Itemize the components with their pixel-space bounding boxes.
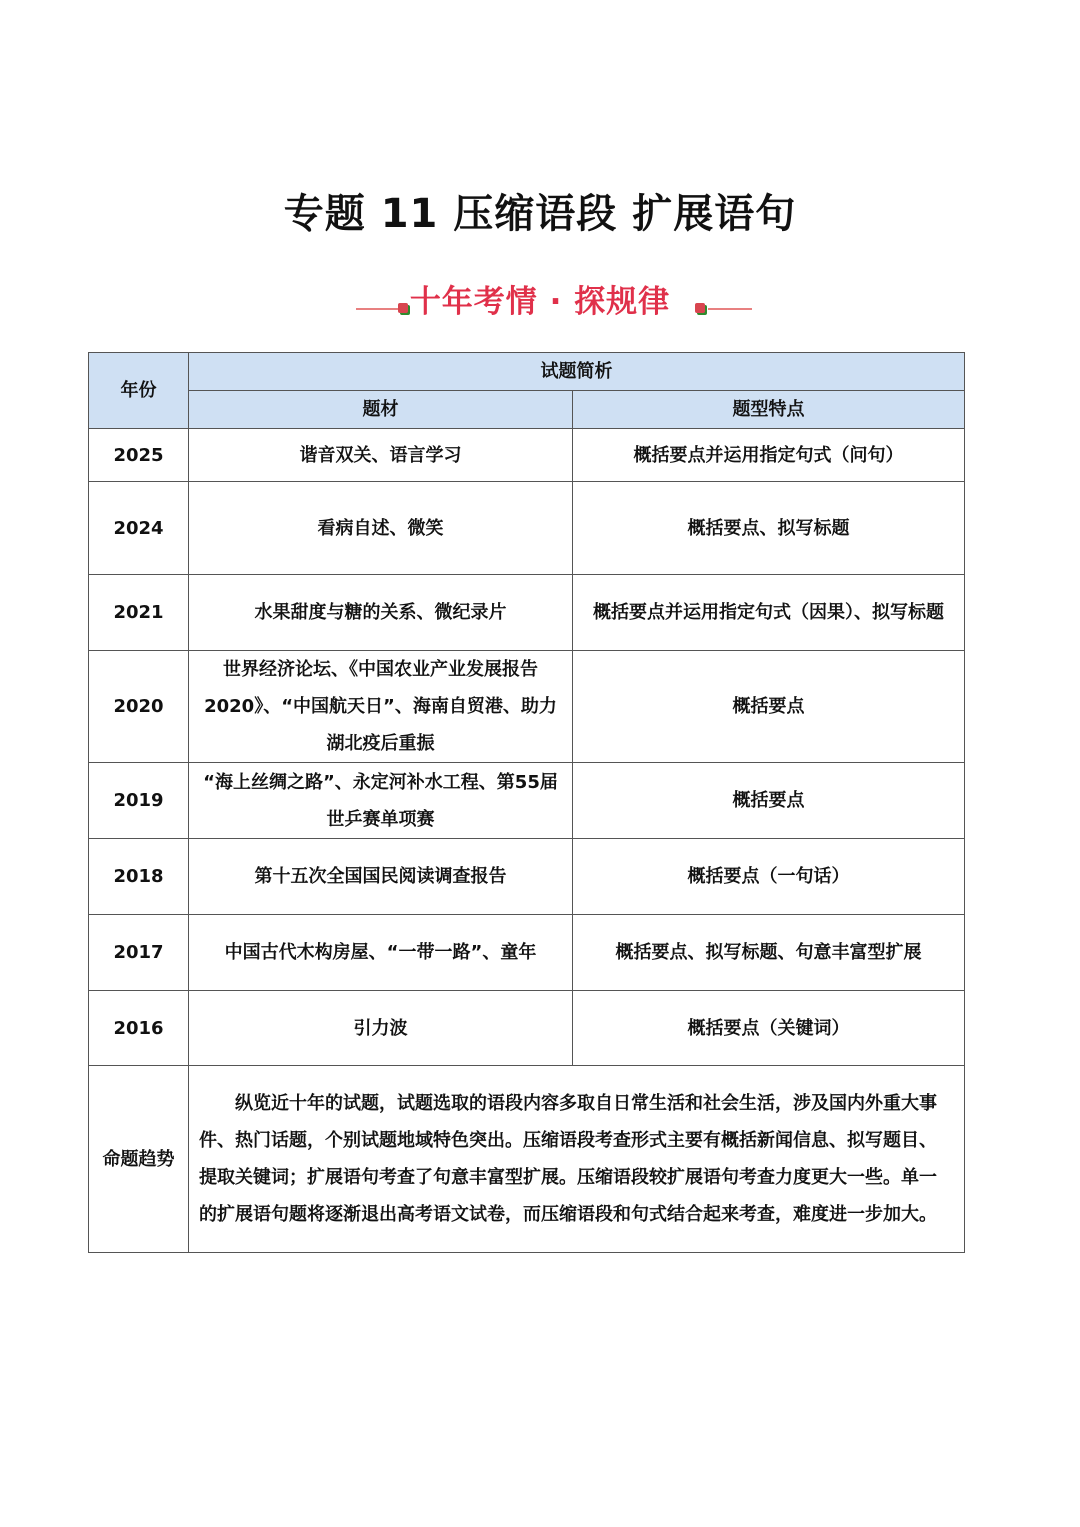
section-subtitle: 十年考情 · 探规律 xyxy=(409,284,671,320)
type-cell: 概括要点（一句话） xyxy=(573,839,965,915)
year-cell: 2021 xyxy=(89,575,189,651)
table-row xyxy=(89,482,965,575)
topic-cell: 看病自述、微笑 xyxy=(189,482,573,575)
table-row xyxy=(89,915,965,991)
exam-analysis-table xyxy=(88,352,965,1253)
table-row xyxy=(89,839,965,915)
table-row xyxy=(89,991,965,1066)
header-year: 年份 xyxy=(89,353,189,429)
trend-label: 命题趋势 xyxy=(89,1066,189,1253)
type-cell: 概括要点、拟写标题、句意丰富型扩展 xyxy=(573,915,965,991)
table-row xyxy=(89,651,965,763)
header-analysis: 试题简析 xyxy=(189,353,965,391)
topic-cell: 第十五次全国国民阅读调查报告 xyxy=(189,839,573,915)
trend-row xyxy=(89,1066,965,1253)
topic-cell: 水果甜度与糖的关系、微纪录片 xyxy=(189,575,573,651)
type-cell: 概括要点并运用指定句式（问句） xyxy=(573,429,965,482)
type-cell: 概括要点并运用指定句式（因果）、拟写标题 xyxy=(573,575,965,651)
year-cell: 2016 xyxy=(89,991,189,1066)
header-topic: 题材 xyxy=(189,391,573,429)
type-cell: 概括要点、拟写标题 xyxy=(573,482,965,575)
table-row xyxy=(89,763,965,839)
page-title: 专题 11 压缩语段 扩展语句 xyxy=(283,191,797,237)
year-cell: 2020 xyxy=(89,651,189,763)
header-question-type: 题型特点 xyxy=(573,391,965,429)
topic-cell: 中国古代木构房屋、“一带一路”、童年 xyxy=(189,915,573,991)
topic-cell: 谐音双关、语言学习 xyxy=(189,429,573,482)
year-cell: 2024 xyxy=(89,482,189,575)
table-row xyxy=(89,429,965,482)
topic-cell: 引力波 xyxy=(189,991,573,1066)
topic-cell: “海上丝绸之路”、永定河补水工程、第55届世乒赛单项赛 xyxy=(189,763,573,839)
table-row xyxy=(89,575,965,651)
year-cell: 2018 xyxy=(89,839,189,915)
year-cell: 2017 xyxy=(89,915,189,991)
section-banner xyxy=(0,276,1080,326)
type-cell: 概括要点（关键词） xyxy=(573,991,965,1066)
year-cell: 2019 xyxy=(89,763,189,839)
trend-text: 纵览近十年的试题，试题选取的语段内容多取自日常生活和社会生活，涉及国内外重大事件、热门话题，个别试题地域特色突出。压缩语段考查形式主要有概括新闻信息、拟写题目、提取关键词；扩展语句考查了句意丰富型扩展。压缩语段较扩展语句考查力度更大一些。单一的扩展语句题将逐渐退出高考语文试卷，而压缩语段和句式结合起来考查，难度进一步加大。 xyxy=(189,1066,965,1253)
banner-line-right xyxy=(708,308,752,310)
year-cell: 2025 xyxy=(89,429,189,482)
topic-cell: 世界经济论坛、《中国农业产业发展报告2020》、“中国航天日”、海南自贸港、助力湖北疫后重振 xyxy=(189,651,573,763)
type-cell: 概括要点 xyxy=(573,763,965,839)
banner-dot-right xyxy=(695,303,705,313)
type-cell: 概括要点 xyxy=(573,651,965,763)
